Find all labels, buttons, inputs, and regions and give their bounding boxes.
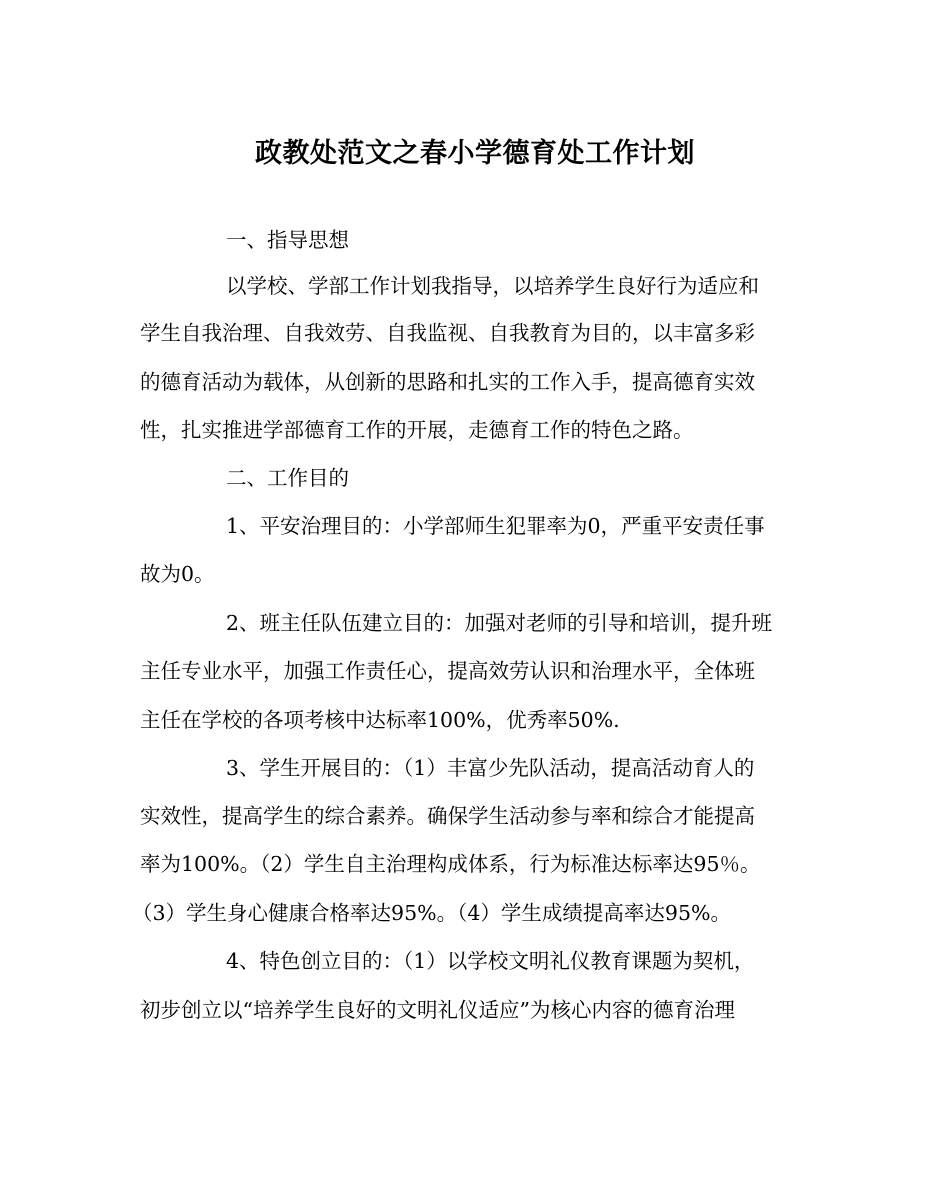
paragraph-line: 的德育活动为载体，从创新的思路和扎实的工作入手，提高德育实效 — [140, 370, 755, 394]
paragraph-line: 2、班主任队伍建立目的：加强对老师的引导和培训，提升班 — [226, 611, 773, 635]
paragraph-line: 1、平安治理目的：小学部师生犯罪率为0，严重平安责任事 — [226, 514, 765, 538]
paragraph-line: 以学校、学部工作计划我指导，以培养学生良好行为适应和 — [226, 274, 759, 298]
paragraph-line: 实效性，提高学生的综合素养。确保学生活动参与率和综合才能提高 — [140, 804, 755, 828]
paragraph-line: （3）学生身心健康合格率达95%。（4）学生成绩提高率达95%。 — [132, 901, 731, 925]
section-heading: 一、指导思想 — [226, 228, 349, 252]
paragraph-line: 主任在学校的各项考核中达标率100%，优秀率50%. — [140, 708, 620, 732]
paragraph-line: 学生自我治理、自我效劳、自我监视、自我教育为目的，以丰富多彩 — [140, 321, 755, 345]
paragraph-line: 3、学生开展目的：（1）丰富少先队活动，提高活动育人的 — [226, 756, 755, 780]
paragraph-line: 初步创立以“培养学生良好的文明礼仪适应”为核心内容的德育治理 — [140, 998, 735, 1022]
section-heading: 二、工作目的 — [226, 466, 349, 490]
paragraph-line: 故为0。 — [140, 562, 215, 586]
document-title: 政教处范文之春小学德育处工作计划 — [255, 138, 695, 169]
paragraph-line: 性，扎实推进学部德育工作的开展，走德育工作的特色之路。 — [140, 418, 694, 442]
paragraph-line: 4、特色创立目的：（1）以学校文明礼仪教育课题为契机， — [226, 949, 755, 973]
paragraph-line: 率为100%。（2）学生自主治理构成体系，行为标准达标率达95％。 — [140, 852, 761, 876]
paragraph-line: 主任专业水平，加强工作责任心，提高效劳认识和治理水平，全体班 — [140, 659, 755, 683]
